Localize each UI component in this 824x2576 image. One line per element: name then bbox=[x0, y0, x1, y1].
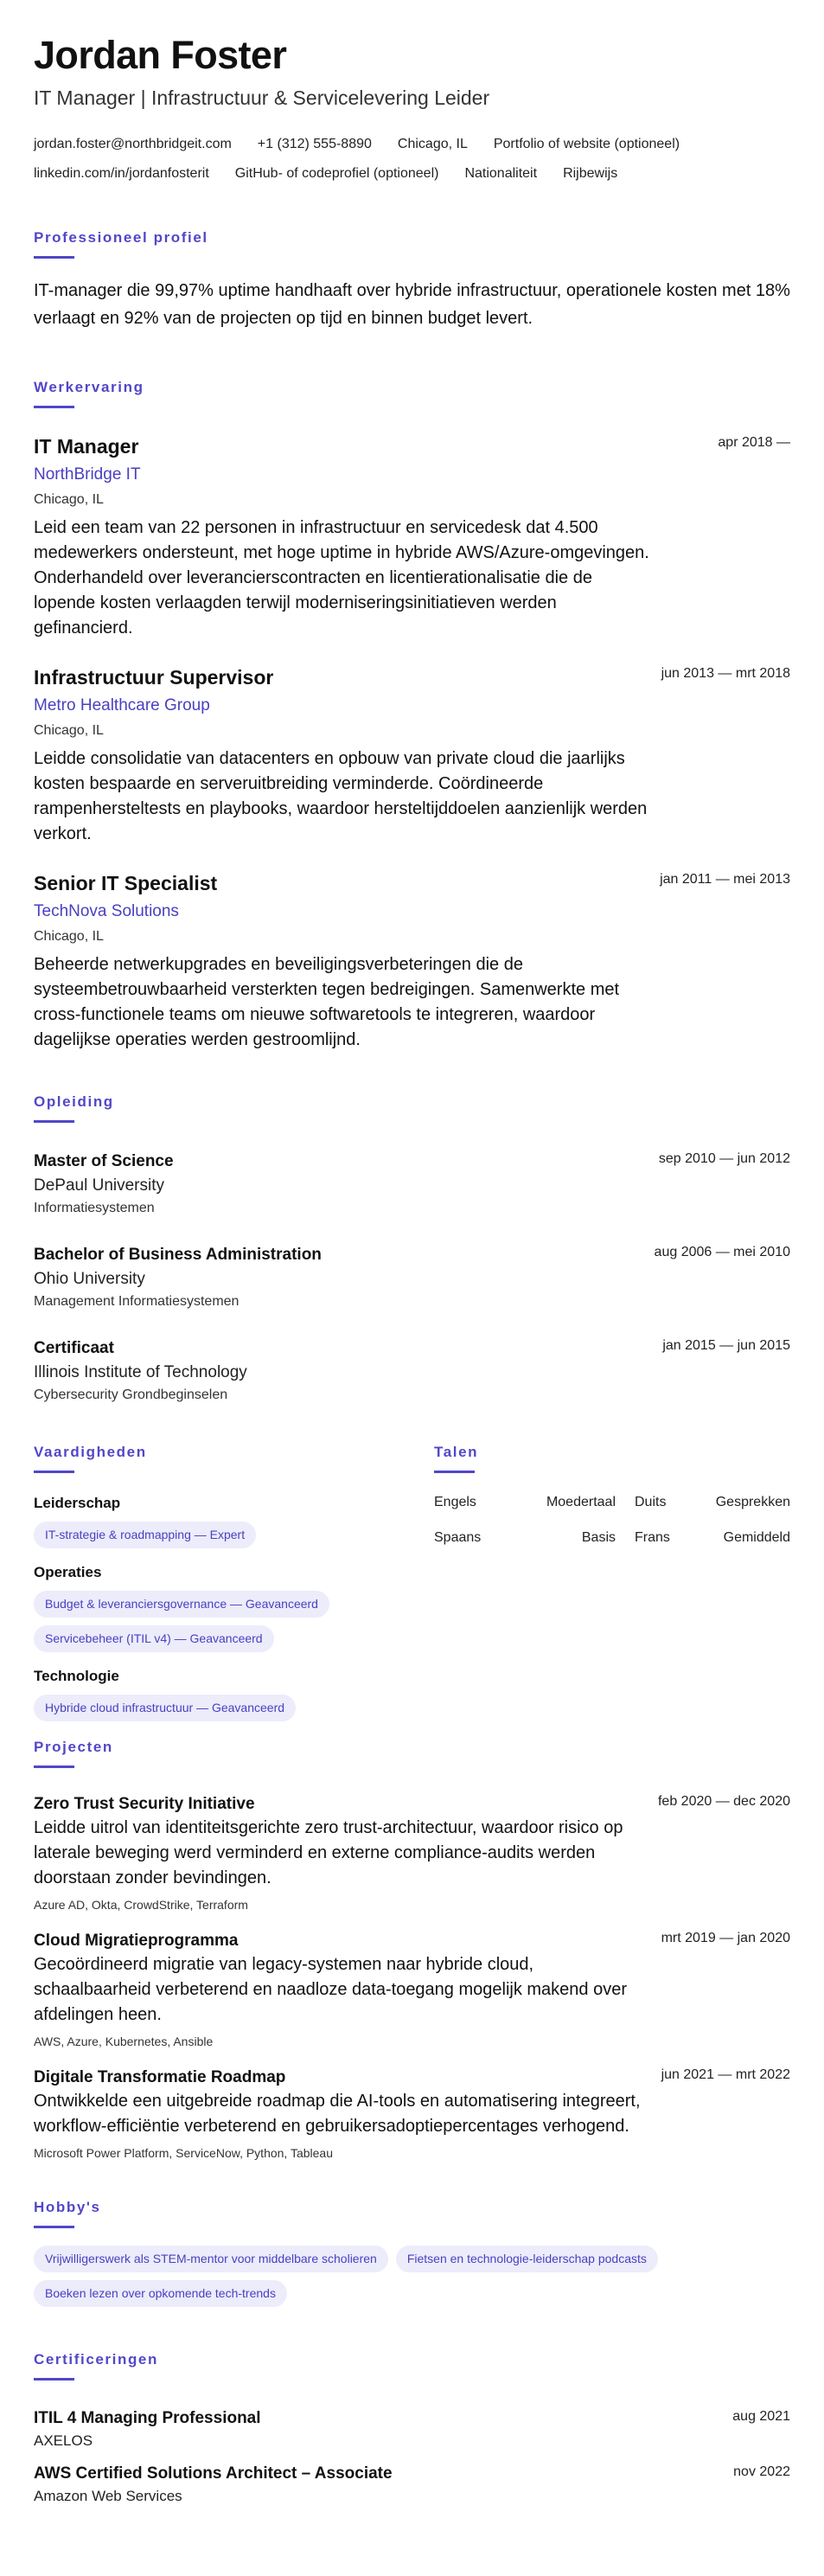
language-list bbox=[434, 1494, 790, 1547]
profile-text: IT-manager die 99,97% uptime handhaaft over hybride infrastructuur, operationele kosten met 18% verlaagt en 92% van de projecten op tijd en binnen budget levert. bbox=[34, 281, 790, 328]
education-field: Management Informatiesystemen bbox=[34, 1294, 240, 1309]
section-title-skills: Vaardigheden bbox=[34, 1443, 414, 1473]
projects-section bbox=[34, 1738, 790, 2162]
contact-phone[interactable]: +1 (312) 555-8890 bbox=[257, 137, 372, 151]
job-entry bbox=[34, 664, 790, 847]
language-name: Spaans bbox=[434, 1530, 482, 1545]
job-dates: apr 2018 — bbox=[718, 435, 790, 450]
project-dates: feb 2020 — dec 2020 bbox=[657, 1794, 790, 1809]
project-entry bbox=[34, 1930, 790, 2050]
education-degree: Certificaat bbox=[34, 1339, 114, 1357]
education-entry bbox=[34, 1338, 790, 1405]
education-school: Illinois Institute of Technology bbox=[34, 1363, 247, 1381]
skill-pill: Servicebeheer (ITIL v4) — Geavanceerd bbox=[34, 1625, 274, 1652]
project-name: Digitale Transformatie Roadmap bbox=[34, 2068, 286, 2086]
job-description: Beheerde netwerkupgrades en beveiligingsverbeteringen die de systeembetrouwbaarheid versterkten tegen bedreigingen. Samenwerkte met cross-functionele teams om nieuwe softwaretools te integreren, waardoor dagelijkse operaties werden gestroomlijnd. bbox=[34, 955, 620, 1049]
project-name: Zero Trust Security Initiative bbox=[34, 1795, 255, 1813]
certification-entry bbox=[34, 2407, 790, 2451]
section-title-profile: Professioneel profiel bbox=[34, 228, 790, 259]
job-location: Chicago, IL bbox=[34, 929, 104, 944]
contact-linkedin[interactable]: linkedin.com/in/jordanfosterit bbox=[34, 166, 209, 181]
job-company: TechNova Solutions bbox=[34, 902, 179, 920]
job-entry bbox=[34, 870, 790, 1053]
contact-location: Chicago, IL bbox=[397, 137, 468, 151]
language-level: Gemiddeld bbox=[723, 1530, 790, 1545]
language-level: Basis bbox=[581, 1530, 616, 1545]
hobby-pill-row bbox=[34, 2246, 790, 2315]
skill-pill-row bbox=[34, 1591, 414, 1660]
education-entry bbox=[34, 1245, 790, 1311]
skill-group-title: Leiderschap bbox=[34, 1495, 121, 1511]
hobbies-section bbox=[34, 2198, 790, 2315]
education-degree: Bachelor of Business Administration bbox=[34, 1246, 322, 1264]
project-description: Gecoördineerd migratie van legacy-systemen naar hybride cloud, schaalbaarheid verbeterend en naadloze data-toegang mogelijk makend over afdelingen heen. bbox=[34, 1955, 628, 2024]
section-title-certifications: Certificeringen bbox=[34, 2350, 790, 2381]
job-title: Infrastructuur Supervisor bbox=[34, 666, 274, 689]
skill-pill-row bbox=[34, 1695, 414, 1729]
section-title-education: Opleiding bbox=[34, 1093, 790, 1123]
skill-pill: Hybride cloud infrastructuur — Geavanceerd bbox=[34, 1695, 296, 1721]
skill-group bbox=[34, 1667, 414, 1729]
hobby-pill: Fietsen en technologie-leiderschap podcasts bbox=[396, 2246, 658, 2272]
resume-header bbox=[34, 33, 790, 189]
skill-pill-row bbox=[34, 1522, 414, 1556]
certification-entry bbox=[34, 2463, 790, 2506]
project-description: Ontwikkelde een uitgebreide roadmap die AI-tools en automatisering integreert, workflow-efficiëntie verbeterend en gebruikersadoptiepercentages verhogend. bbox=[34, 2092, 641, 2136]
education-field: Informatiesystemen bbox=[34, 1201, 155, 1215]
skill-group bbox=[34, 1563, 414, 1660]
certifications-section bbox=[34, 2350, 790, 2506]
job-title: Senior IT Specialist bbox=[34, 872, 218, 894]
education-dates: jan 2015 — jun 2015 bbox=[662, 1338, 790, 1353]
skills-languages-row bbox=[34, 1443, 790, 1737]
job-location: Chicago, IL bbox=[34, 723, 104, 738]
education-section bbox=[34, 1093, 790, 1405]
education-field: Cybersecurity Grondbeginselen bbox=[34, 1387, 228, 1402]
education-dates: sep 2010 — jun 2012 bbox=[658, 1151, 790, 1166]
job-company: NorthBridge IT bbox=[34, 465, 141, 484]
education-dates: aug 2006 — mei 2010 bbox=[654, 1245, 790, 1259]
certification-name: AWS Certified Solutions Architect – Associate bbox=[34, 2464, 393, 2483]
section-title-hobbies: Hobby's bbox=[34, 2198, 790, 2228]
job-description: Leidde consolidatie van datacenters en opbouw van private cloud die jaarlijks kosten bespaarde en serveruitbreiding verminderde. Coördineerde rampenhersteltests en playbooks, waardoor hersteltijddoelen aanzienlijk werden verkort. bbox=[34, 749, 648, 843]
project-entry bbox=[34, 2067, 790, 2162]
project-tech: Microsoft Power Platform, ServiceNow, Python, Tableau bbox=[34, 2146, 334, 2160]
education-school: DePaul University bbox=[34, 1176, 164, 1195]
language-name: Frans bbox=[635, 1530, 670, 1545]
contact-nationality: Nationaliteit bbox=[464, 166, 538, 181]
job-entry bbox=[34, 433, 790, 641]
skill-pill: Budget & leveranciersgovernance — Geavanceerd bbox=[34, 1591, 329, 1618]
language-name: Duits bbox=[635, 1495, 667, 1509]
profile-section bbox=[34, 228, 790, 332]
contact-github[interactable]: GitHub- of codeprofiel (optioneel) bbox=[234, 166, 439, 181]
project-description: Leidde uitrol van identiteitsgerichte zero trust-architectuur, waardoor risico op laterale beweging werd verminderd en externe compliance-audits werden doorstaan zonder bevindingen. bbox=[34, 1818, 623, 1887]
project-name: Cloud Migratieprogramma bbox=[34, 1932, 239, 1950]
language-level: Gesprekken bbox=[715, 1495, 790, 1509]
project-dates: jun 2021 — mrt 2022 bbox=[661, 2067, 790, 2082]
education-school: Ohio University bbox=[34, 1270, 145, 1288]
project-tech: AWS, Azure, Kubernetes, Ansible bbox=[34, 2035, 214, 2048]
language-name: Engels bbox=[434, 1495, 476, 1509]
skill-group bbox=[34, 1494, 414, 1556]
education-entry bbox=[34, 1151, 790, 1218]
certification-date: nov 2022 bbox=[733, 2464, 790, 2479]
skill-group-title: Operaties bbox=[34, 1564, 102, 1580]
section-title-experience: Werkervaring bbox=[34, 378, 790, 408]
contact-portfolio[interactable]: Portfolio of website (optioneel) bbox=[493, 137, 680, 151]
languages-section bbox=[434, 1443, 790, 1547]
job-company: Metro Healthcare Group bbox=[34, 696, 210, 714]
contact-drivers-license: Rijbewijs bbox=[563, 166, 618, 181]
skill-pill: IT-strategie & roadmapping — Expert bbox=[34, 1522, 256, 1548]
section-title-languages: Talen bbox=[434, 1443, 790, 1473]
skill-group-title: Technologie bbox=[34, 1668, 119, 1684]
candidate-name: Jordan Foster bbox=[34, 33, 287, 77]
skills-section bbox=[34, 1443, 414, 1729]
certification-date: aug 2021 bbox=[732, 2409, 790, 2424]
experience-section bbox=[34, 378, 790, 1053]
hobby-pill: Vrijwilligerswerk als STEM-mentor voor middelbare scholieren bbox=[34, 2246, 388, 2272]
contact-email[interactable]: jordan.foster@northbridgeit.com bbox=[34, 137, 232, 151]
job-title: IT Manager bbox=[34, 435, 139, 458]
job-dates: jan 2011 — mei 2013 bbox=[660, 872, 790, 887]
job-description: Leid een team van 22 personen in infrastructuur en servicedesk dat 4.500 medewerkers ondersteunt, met hoge uptime in hybride AWS/Azure-omgevingen. Onderhandeld over leverancierscontracten en licentierationalisatie die de lopende kosten verlaagden terwijl moderniseringsinitiatieven werden gefinancierd. bbox=[34, 518, 649, 638]
candidate-headline: IT Manager | Infrastructuur & Servicelevering Leider bbox=[34, 87, 490, 109]
language-level: Moedertaal bbox=[546, 1495, 616, 1509]
contact-list bbox=[34, 130, 790, 189]
job-dates: jun 2013 — mrt 2018 bbox=[661, 666, 790, 681]
certification-issuer: Amazon Web Services bbox=[34, 2488, 182, 2504]
project-dates: mrt 2019 — jan 2020 bbox=[661, 1931, 790, 1945]
project-tech: Azure AD, Okta, CrowdStrike, Terraform bbox=[34, 1898, 248, 1912]
certification-issuer: AXELOS bbox=[34, 2432, 93, 2449]
section-title-projects: Projecten bbox=[34, 1738, 790, 1768]
certification-name: ITIL 4 Managing Professional bbox=[34, 2409, 261, 2427]
hobby-pill: Boeken lezen over opkomende tech-trends bbox=[34, 2280, 287, 2307]
education-degree: Master of Science bbox=[34, 1152, 174, 1170]
project-entry bbox=[34, 1793, 790, 1913]
job-location: Chicago, IL bbox=[34, 492, 104, 507]
